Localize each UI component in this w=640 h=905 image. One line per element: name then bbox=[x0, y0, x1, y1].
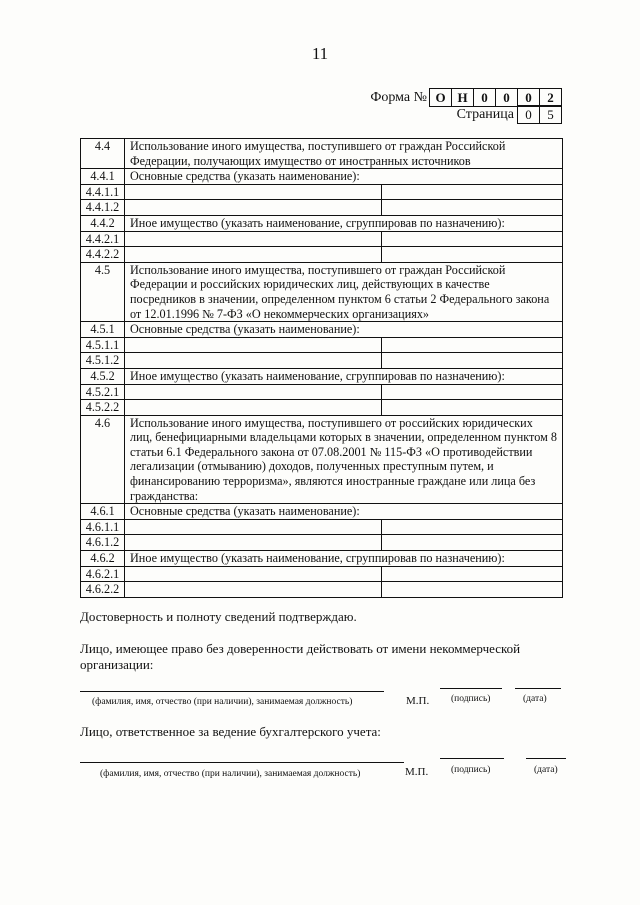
row-code: 4.6.1.1 bbox=[81, 519, 125, 535]
date-caption: (дата) bbox=[534, 765, 558, 775]
date-line bbox=[526, 758, 566, 759]
row-code: 4.4.2.1 bbox=[81, 231, 125, 247]
value-cell[interactable] bbox=[382, 184, 563, 200]
date-line bbox=[515, 688, 561, 689]
name-cell[interactable] bbox=[125, 337, 382, 353]
name-cell[interactable] bbox=[125, 566, 382, 582]
row-code: 4.5.1.2 bbox=[81, 353, 125, 369]
signature-line bbox=[440, 758, 504, 759]
row-code: 4.6 bbox=[81, 415, 125, 504]
value-cell[interactable] bbox=[382, 519, 563, 535]
table-row bbox=[81, 337, 563, 353]
row-code: 4.6.2.1 bbox=[81, 566, 125, 582]
row-code: 4.5.2.2 bbox=[81, 400, 125, 416]
name-cell[interactable] bbox=[125, 200, 382, 216]
form-number-label: Форма № bbox=[370, 89, 427, 105]
row-text: Использование иного имущества, поступившего от российских юридических лиц, бенефициарными владельцами которых в значении, определенном пунктом 8 статьи 6.1 Федерального закона от 07.08.2001 № 115-ФЗ «О противодействии легализации (отмыванию) доходов, полученных преступным путем, и финансированию терроризма», являются иностранные граждане или лица без гражданства: bbox=[125, 415, 563, 504]
value-cell[interactable] bbox=[382, 400, 563, 416]
name-cell[interactable] bbox=[125, 231, 382, 247]
row-text: Основные средства (указать наименование): bbox=[125, 504, 563, 520]
table-section-row bbox=[81, 322, 563, 338]
table-section-row bbox=[81, 504, 563, 520]
date-caption: (дата) bbox=[523, 694, 547, 704]
table-section-row bbox=[81, 551, 563, 567]
name-cell[interactable] bbox=[125, 519, 382, 535]
name-cell[interactable] bbox=[125, 400, 382, 416]
page-cell: 0 bbox=[525, 107, 532, 122]
name-line bbox=[80, 691, 384, 692]
row-text: Иное имущество (указать наименование, сгруппировав по назначению): bbox=[125, 551, 563, 567]
form-cell: Н bbox=[451, 89, 473, 106]
table-row bbox=[81, 200, 563, 216]
stamp-caption: М.П. bbox=[405, 766, 429, 778]
value-cell[interactable] bbox=[382, 247, 563, 263]
table-row bbox=[81, 400, 563, 416]
stamp-caption: М.П. bbox=[406, 695, 430, 707]
row-text: Использование иного имущества, поступившего от граждан Российской Федерации, получающих имущество от иностранных источников bbox=[125, 139, 563, 169]
form-cell: 0 bbox=[495, 89, 517, 106]
table-row bbox=[81, 566, 563, 582]
table-row bbox=[81, 184, 563, 200]
value-cell[interactable] bbox=[382, 582, 563, 598]
row-code: 4.4.1.2 bbox=[81, 200, 125, 216]
table-row bbox=[81, 353, 563, 369]
row-text: Основные средства (указать наименование): bbox=[125, 169, 563, 185]
table-section-row bbox=[81, 415, 563, 504]
page-cell: 5 bbox=[539, 106, 561, 123]
row-code: 4.6.1 bbox=[81, 504, 125, 520]
table-row bbox=[81, 247, 563, 263]
confirm-text: Достоверность и полноту сведений подтверждаю. bbox=[80, 609, 357, 624]
page-code bbox=[457, 105, 562, 124]
value-cell[interactable] bbox=[382, 535, 563, 551]
page-code-label: Страница bbox=[456, 106, 514, 122]
name-line bbox=[80, 762, 404, 763]
table-row bbox=[81, 384, 563, 400]
row-code: 4.5.2 bbox=[81, 368, 125, 384]
page-number: 11 bbox=[311, 44, 329, 63]
row-code: 4.5.1.1 bbox=[81, 337, 125, 353]
value-cell[interactable] bbox=[382, 566, 563, 582]
name-cell[interactable] bbox=[125, 535, 382, 551]
row-code: 4.4.2.2 bbox=[81, 247, 125, 263]
form-cell: 0 bbox=[517, 89, 539, 106]
row-code: 4.4.2 bbox=[81, 215, 125, 231]
name-cell[interactable] bbox=[125, 247, 382, 263]
row-text: Иное имущество (указать наименование, сгруппировав по назначению): bbox=[125, 368, 563, 384]
signature-caption: (подпись) bbox=[451, 694, 491, 704]
row-code: 4.4.1.1 bbox=[81, 184, 125, 200]
row-code: 4.4 bbox=[81, 139, 125, 169]
value-cell[interactable] bbox=[382, 337, 563, 353]
row-code: 4.4.1 bbox=[81, 169, 125, 185]
table-row bbox=[81, 582, 563, 598]
table-section-row bbox=[81, 368, 563, 384]
row-code: 4.6.1.2 bbox=[81, 535, 125, 551]
authorized-person-label: Лицо, имеющее право без доверенности действовать от имени некоммерческой организации: bbox=[80, 641, 521, 672]
name-cell[interactable] bbox=[125, 582, 382, 598]
name-cell[interactable] bbox=[125, 184, 382, 200]
table-body bbox=[81, 139, 563, 598]
table-row bbox=[81, 535, 563, 551]
signature-caption: (подпись) bbox=[451, 765, 491, 775]
table-section-row bbox=[81, 262, 563, 321]
value-cell[interactable] bbox=[382, 200, 563, 216]
value-cell[interactable] bbox=[382, 353, 563, 369]
table-section-row bbox=[81, 215, 563, 231]
row-code: 4.5.2.1 bbox=[81, 384, 125, 400]
row-text: Основные средства (указать наименование): bbox=[125, 322, 563, 338]
value-cell[interactable] bbox=[382, 384, 563, 400]
row-code: 4.5.1 bbox=[81, 322, 125, 338]
form-cell: 2 bbox=[539, 89, 561, 106]
table-row bbox=[81, 519, 563, 535]
row-code: 4.5 bbox=[81, 262, 125, 321]
accountant-label: Лицо, ответственное за ведение бухгалтерского учета: bbox=[80, 724, 381, 739]
row-code: 4.6.2 bbox=[81, 551, 125, 567]
name-cell[interactable] bbox=[125, 353, 382, 369]
property-usage-table bbox=[80, 138, 563, 598]
table-section-row bbox=[81, 169, 563, 185]
name-cell[interactable] bbox=[125, 384, 382, 400]
row-text: Иное имущество (указать наименование, сгруппировав по назначению): bbox=[125, 215, 563, 231]
signature-line bbox=[440, 688, 502, 689]
value-cell[interactable] bbox=[382, 231, 563, 247]
row-code: 4.6.2.2 bbox=[81, 582, 125, 598]
row-text: Использование иного имущества, поступившего от граждан Российской Федерации и российских юридических лиц, действующих в качестве посредников в значении, определенном пунктом 6 статьи 2 Федерального закона от 12.01.1996 № 7-ФЗ «О некоммерческих организациях» bbox=[125, 262, 563, 321]
name-caption: (фамилия, имя, отчество (при наличии), занимаемая должность) bbox=[92, 697, 353, 707]
form-cell: О bbox=[435, 90, 446, 105]
table-section-row bbox=[81, 139, 563, 169]
page-code-cells bbox=[517, 105, 562, 124]
table-row bbox=[81, 231, 563, 247]
name-caption: (фамилия, имя, отчество (при наличии), занимаемая должность) bbox=[100, 769, 361, 779]
form-cell: 0 bbox=[473, 89, 495, 106]
